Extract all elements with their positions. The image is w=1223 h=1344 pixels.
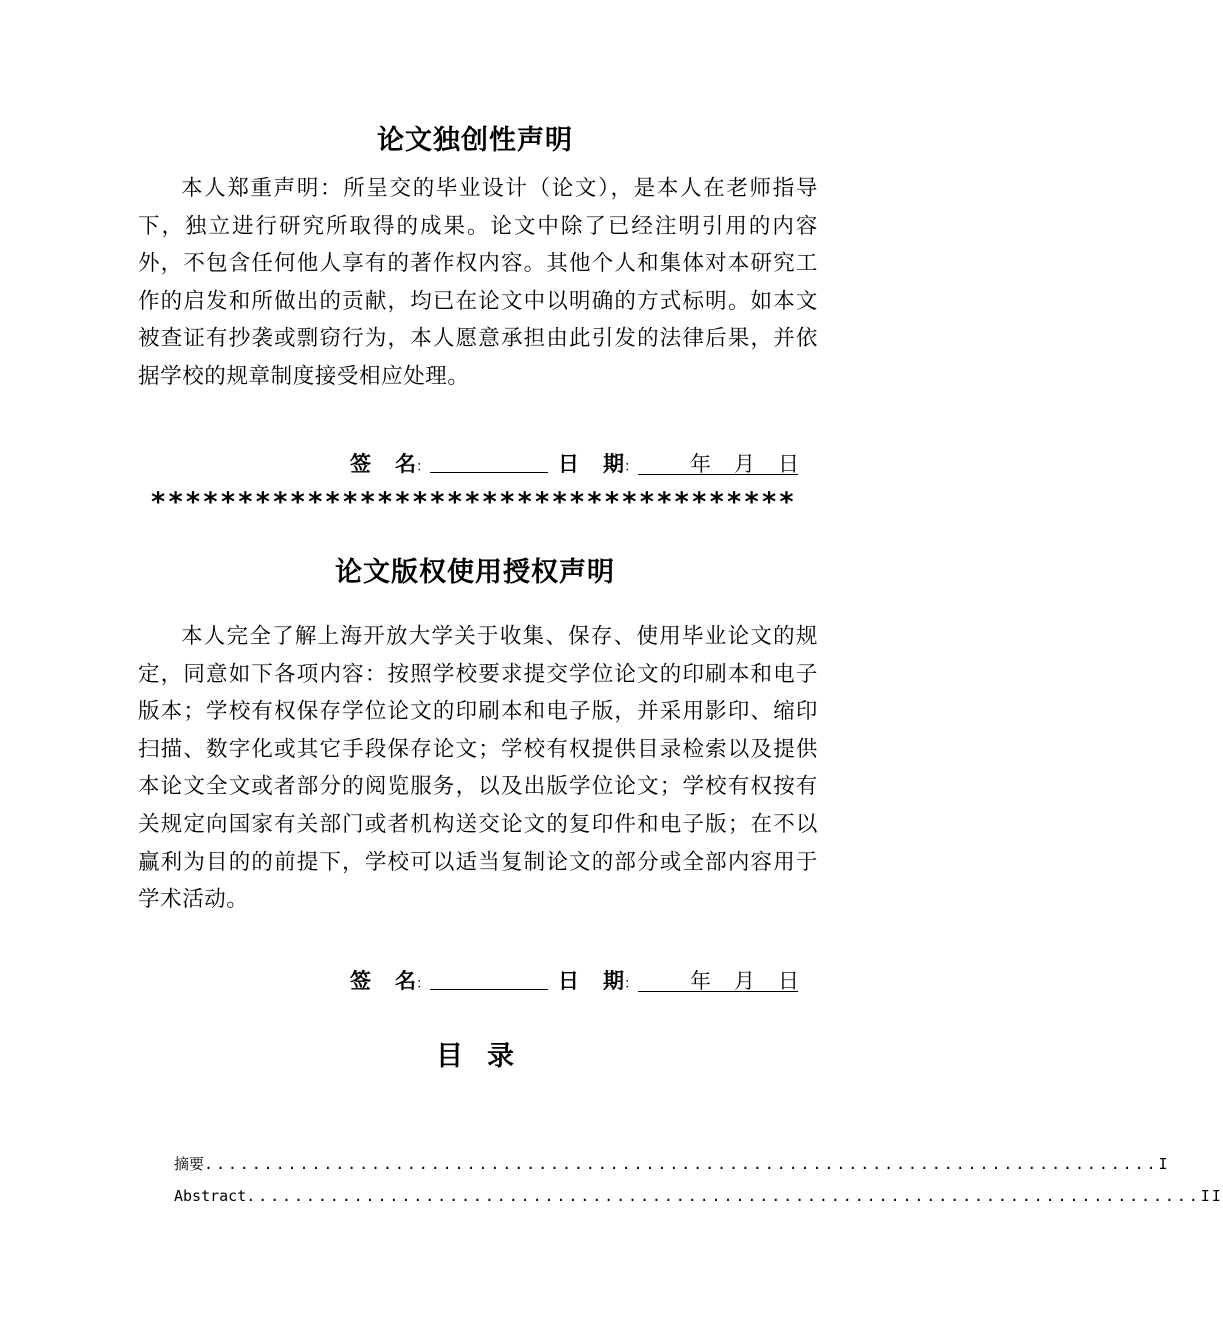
date-blank [638, 966, 798, 992]
toc-entry-name: Abstract [174, 1187, 247, 1205]
toc-entry-abstract-en[interactable] [174, 1180, 1223, 1212]
toc-entry-abstract-cn[interactable] [174, 1148, 1170, 1180]
asterisk-separator: ************************************* [150, 487, 796, 518]
date-label [558, 969, 624, 993]
toc-entry-page: I [1158, 1155, 1170, 1173]
table-of-contents [174, 1148, 1223, 1212]
copyright-signature-row [350, 966, 820, 996]
date-label-char-2: 期 [603, 452, 624, 476]
copyright-paragraph: 本人完全了解上海开放大学关于收集、保存、使用毕业论文的规定，同意如下各项内容：按照学校要求提交学位论文的印刷本和电子版本；学校有权保存学位论文的印刷本和电子版，并采用影印、缩印扫描、数字化或其它手段保存论文；学校有权提供目录检索以及提供本论文全文或者部分的阅览服务，以及出版学位论文；学校有权按有关规定向国家有关部门或者机构送交论文的复印件和电子版；在不以赢利为目的的前提下，学校可以适当复制论文的部分或全部内容用于学术活动。 [138, 624, 818, 913]
date-label [558, 452, 624, 476]
signature-blank [430, 967, 548, 990]
month-label: 月 [734, 452, 755, 476]
toc-leader-dots: ................................................................................ [246, 1187, 1201, 1205]
signature-label [350, 452, 416, 476]
toc-leader-dots: ................................................................................ [204, 1155, 1159, 1173]
day-label: 日 [778, 452, 799, 476]
toc-title: 目录 [436, 1041, 538, 1072]
signature-blank [430, 450, 548, 473]
date-label-char-1: 日 [558, 452, 579, 476]
toc-entry-name: 摘要 [174, 1155, 205, 1173]
date-label-char-1: 日 [558, 969, 579, 993]
day-label: 日 [778, 969, 799, 993]
month-label: 月 [734, 969, 755, 993]
signature-label-char-1: 签 [350, 452, 371, 476]
date-label-char-2: 期 [603, 969, 624, 993]
toc-entry-page: II [1200, 1187, 1223, 1205]
signature-label [350, 969, 416, 993]
signature-label-char-2: 名 [395, 969, 416, 993]
originality-signature-row [350, 449, 820, 479]
date-colon: ： [624, 459, 638, 475]
signature-label-char-1: 签 [350, 969, 371, 993]
originality-title: 论文独创性声明 [377, 125, 573, 156]
date-blank [638, 449, 798, 475]
signature-label-char-2: 名 [395, 452, 416, 476]
date-colon: ： [624, 976, 638, 992]
signature-colon: ： [416, 976, 430, 992]
year-label: 年 [690, 969, 711, 993]
year-label: 年 [690, 452, 711, 476]
originality-paragraph: 本人郑重声明：所呈交的毕业设计（论文），是本人在老师指导下，独立进行研究所取得的成果。论文中除了已经注明引用的内容外，不包含任何他人享有的著作权内容。其他个人和集体对本研究工作的启发和所做出的贡献，均已在论文中以明确的方式标明。如本文被查证有抄袭或剽窃行为，本人愿意承担由此引发的法律后果，并依据学校的规章制度接受相应处理。 [138, 176, 818, 389]
signature-colon: ： [416, 459, 430, 475]
copyright-title: 论文版权使用授权声明 [335, 557, 615, 588]
